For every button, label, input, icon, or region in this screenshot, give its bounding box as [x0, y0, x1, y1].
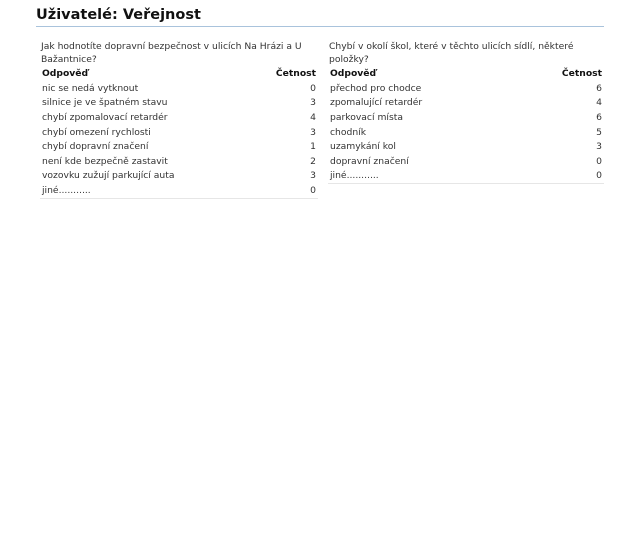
table-row [328, 169, 604, 184]
question-text: Jak hodnotíte dopravní bezpečnost v ulicích Na Hrázi a U Bažantnice? [41, 41, 302, 65]
answer-cell: přechod pro chodce [330, 82, 422, 94]
count-cell: 0 [596, 155, 602, 167]
table-header-row [328, 66, 604, 81]
count-cell: 4 [310, 111, 316, 123]
table-row [328, 139, 604, 154]
count-column-header: Četnost [275, 68, 316, 79]
table-row [40, 110, 318, 125]
count-cell: 0 [517, 169, 604, 184]
answer-cell: chybí omezení rychlosti [42, 126, 151, 138]
table-header-row [40, 66, 318, 81]
answer-cell: dopravní značení [330, 155, 409, 167]
table-row [328, 81, 604, 96]
table-row [328, 96, 604, 111]
answer-cell: zpomalující retardér [330, 97, 423, 109]
count-cell: 3 [310, 97, 316, 109]
count-cell: 0 [310, 82, 316, 94]
answer-cell: není kde bezpečně zastavit [42, 155, 168, 167]
question-text: Chybí v okolí škol, které v těchto ulicích sídlí, některé položky? [329, 41, 574, 65]
count-cell: 6 [596, 111, 602, 123]
count-cell: 4 [596, 97, 602, 109]
survey-section-traffic-safety [40, 41, 318, 199]
answer-cell: parkovací místa [330, 111, 403, 123]
table-row [328, 125, 604, 140]
answer-cell: uzamykání kol [330, 141, 396, 153]
answers-table [328, 66, 604, 184]
table-row [40, 96, 318, 111]
table-row [40, 154, 318, 169]
table-row [40, 139, 318, 154]
table-row [328, 110, 604, 125]
answer-cell: chybí dopravní značení [42, 141, 149, 153]
answers-table [40, 66, 318, 199]
table-row [40, 81, 318, 96]
count-cell: 0 [250, 183, 318, 198]
table-row [40, 169, 318, 184]
count-cell: 3 [310, 170, 316, 182]
table-row [40, 125, 318, 140]
answer-cell: jiné........... [328, 169, 517, 184]
answer-cell: nic se nedá vytknout [42, 82, 139, 94]
count-cell: 3 [310, 126, 316, 138]
count-cell: 2 [310, 155, 316, 167]
page-title: Uživatelé: Veřejnost [36, 6, 604, 27]
table-row [328, 154, 604, 169]
answer-cell: vozovku zužují parkující auta [42, 170, 175, 182]
count-cell: 5 [596, 126, 602, 138]
count-cell: 6 [596, 82, 602, 94]
answer-column-header: Odpověď [42, 68, 89, 79]
survey-section-school-surroundings [328, 41, 604, 184]
answer-cell: chodník [330, 126, 367, 138]
answer-column-header: Odpověď [330, 68, 377, 79]
answer-cell: jiné........... [40, 183, 250, 198]
count-cell: 3 [596, 141, 602, 153]
answer-cell: chybí zpomalovací retardér [42, 111, 168, 123]
count-cell: 1 [310, 141, 316, 153]
table-row [40, 183, 318, 198]
answer-cell: silnice je ve špatném stavu [42, 97, 168, 109]
count-column-header: Četnost [561, 68, 602, 79]
